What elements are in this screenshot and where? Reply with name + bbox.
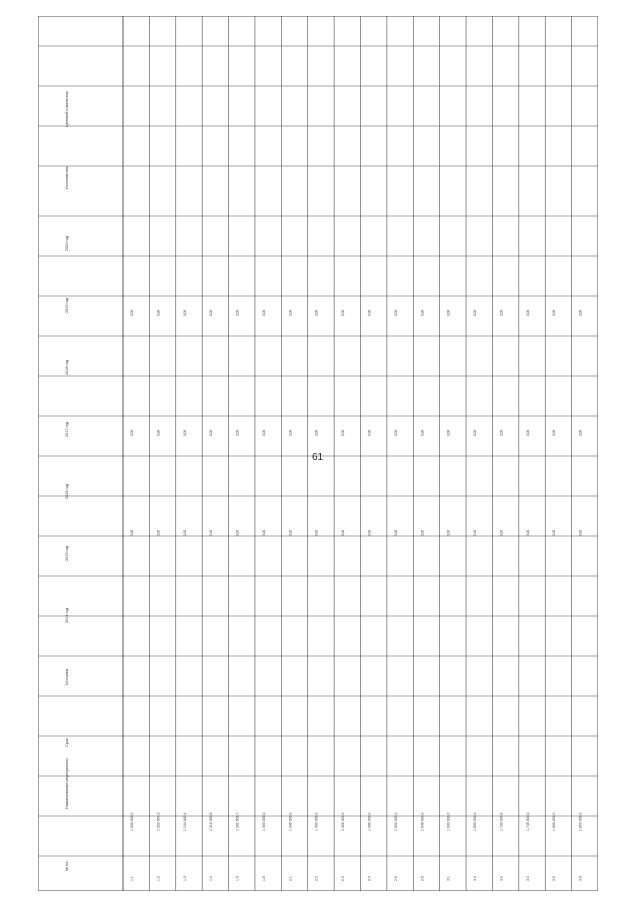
row-value: 0,00 bbox=[288, 429, 293, 436]
row-value: 0,00 bbox=[499, 309, 504, 316]
row-value: 0,00 bbox=[499, 429, 504, 436]
row-value: 0,00 bbox=[499, 529, 504, 536]
column-header: 2016 год bbox=[65, 483, 69, 499]
row-value: 0,00 bbox=[578, 309, 583, 316]
row-value: 0,00 bbox=[209, 309, 214, 316]
row-value: 0,00 bbox=[288, 309, 293, 316]
column-header: 2018 год bbox=[65, 359, 69, 375]
row-value: 0,00 bbox=[420, 309, 425, 316]
row-number: 3.5 bbox=[552, 876, 557, 881]
row-value: 0,00 bbox=[341, 309, 346, 316]
row-total: 1 850 000,0 bbox=[578, 812, 583, 831]
row-total: 1 800 000,0 bbox=[552, 812, 557, 831]
row-value: 0,00 bbox=[261, 309, 266, 316]
row-value: 0,00 bbox=[367, 309, 372, 316]
row-value: 0,00 bbox=[420, 429, 425, 436]
row-value: 0,00 bbox=[261, 429, 266, 436]
row-value: 0,00 bbox=[209, 429, 214, 436]
row-total: 1 400 000,0 bbox=[314, 812, 319, 831]
column-header: 2019 год bbox=[65, 297, 69, 313]
row-value: 0,00 bbox=[578, 529, 583, 536]
row-number: 1.6 bbox=[261, 876, 266, 881]
row-value: 0,00 bbox=[341, 529, 346, 536]
row-total: 1 502 000,0 bbox=[393, 812, 398, 831]
row-number: 1.1 bbox=[130, 876, 134, 881]
row-value: 0,00 bbox=[393, 309, 398, 316]
row-total: 1 600 000,0 bbox=[446, 812, 451, 831]
row-number: 3.2 bbox=[473, 876, 478, 881]
row-value: 0,00 bbox=[473, 429, 478, 436]
row-number: 2.2 bbox=[314, 876, 319, 881]
row-value: 0,00 bbox=[473, 309, 478, 316]
row-value: 0,00 bbox=[393, 429, 398, 436]
row-value: 0,00 bbox=[552, 309, 557, 316]
row-number: 3.1 bbox=[446, 876, 451, 881]
row-value: 0,00 bbox=[525, 529, 530, 536]
row-number: 2.6 bbox=[420, 876, 425, 881]
row-value: 0,00 bbox=[156, 309, 161, 316]
row-value: 0,00 bbox=[314, 429, 319, 436]
row-value: 0,00 bbox=[182, 309, 187, 316]
row-value: 0,00 bbox=[235, 429, 240, 436]
row-number: 1.3 bbox=[182, 876, 187, 881]
row-number: 3.4 bbox=[525, 876, 530, 881]
row-total: 1 426 000,0 bbox=[341, 812, 346, 831]
row-value: 0,00 bbox=[130, 429, 134, 436]
row-total: 1 745 000,0 bbox=[525, 812, 530, 831]
row-total: 1 261 500,7 bbox=[235, 812, 240, 831]
row-value: 0,00 bbox=[261, 529, 266, 536]
row-value: 0,00 bbox=[367, 429, 372, 436]
column-header: 2020 год bbox=[65, 235, 69, 251]
column-header: Срок bbox=[65, 738, 69, 747]
row-number: 2.1 bbox=[288, 876, 293, 881]
row-value: 0,00 bbox=[209, 529, 214, 536]
row-value: 0,00 bbox=[525, 309, 530, 316]
row-value: 0,00 bbox=[446, 429, 451, 436]
row-number: 2.4 bbox=[367, 876, 372, 881]
row-total: 1 700 000,0 bbox=[499, 812, 504, 831]
row-value: 0,00 bbox=[525, 429, 530, 436]
row-value: 0,00 bbox=[341, 429, 346, 436]
row-value: 0,00 bbox=[235, 309, 240, 316]
row-total: 1 480 000,0 bbox=[367, 812, 372, 831]
row-value: 0,00 bbox=[578, 429, 583, 436]
row-value: 0,00 bbox=[367, 529, 372, 536]
row-number: 1.5 bbox=[235, 876, 240, 881]
row-value: 0,00 bbox=[446, 529, 451, 536]
column-header: Целевой показатель bbox=[65, 90, 69, 127]
row-value: 0,00 bbox=[130, 309, 134, 316]
row-value: 0,00 bbox=[156, 529, 161, 536]
row-number: 1.2 bbox=[156, 876, 161, 881]
row-value: 0,00 bbox=[314, 529, 319, 536]
column-header: Источник bbox=[65, 668, 69, 685]
row-value: 0,00 bbox=[446, 309, 451, 316]
row-value: 0,00 bbox=[393, 529, 398, 536]
row-value: 0,00 bbox=[130, 529, 134, 536]
page-number: 61 bbox=[312, 452, 324, 463]
row-number: 3.6 bbox=[578, 876, 583, 881]
column-header: 2014 год bbox=[65, 607, 69, 623]
row-value: 0,00 bbox=[420, 529, 425, 536]
row-number: 3.3 bbox=[499, 876, 504, 881]
column-header: Наименование мероприятия bbox=[65, 758, 69, 809]
row-value: 0,00 bbox=[288, 529, 293, 536]
row-total: 1 000 000,0 bbox=[130, 812, 134, 831]
row-value: 0,00 bbox=[156, 429, 161, 436]
row-total: 1 345 000,0 bbox=[288, 812, 293, 831]
row-value: 0,00 bbox=[552, 429, 557, 436]
row-total: 1 650 000,0 bbox=[473, 812, 478, 831]
row-value: 0,00 bbox=[552, 529, 557, 536]
row-value: 0,00 bbox=[182, 529, 187, 536]
column-header: № п/п bbox=[65, 860, 69, 871]
column-header: 2015 год bbox=[65, 545, 69, 561]
row-total: 1 300 000,0 bbox=[261, 812, 266, 831]
row-total: 1 023 654,3 bbox=[156, 812, 161, 831]
row-value: 0,00 bbox=[182, 429, 187, 436]
row-number: 2.3 bbox=[341, 876, 346, 881]
row-number: 1.4 bbox=[209, 876, 214, 881]
row-total: 1 164 400,4 bbox=[182, 812, 187, 831]
row-total: 1 548 000,0 bbox=[420, 812, 425, 831]
row-total: 1 212 300,8 bbox=[209, 812, 214, 831]
row-value: 0,00 bbox=[473, 529, 478, 536]
column-header: 2017 год bbox=[65, 421, 69, 437]
column-header: Исполнитель bbox=[65, 165, 69, 189]
row-value: 0,00 bbox=[235, 529, 240, 536]
row-number: 2.5 bbox=[393, 876, 398, 881]
row-value: 0,00 bbox=[314, 309, 319, 316]
